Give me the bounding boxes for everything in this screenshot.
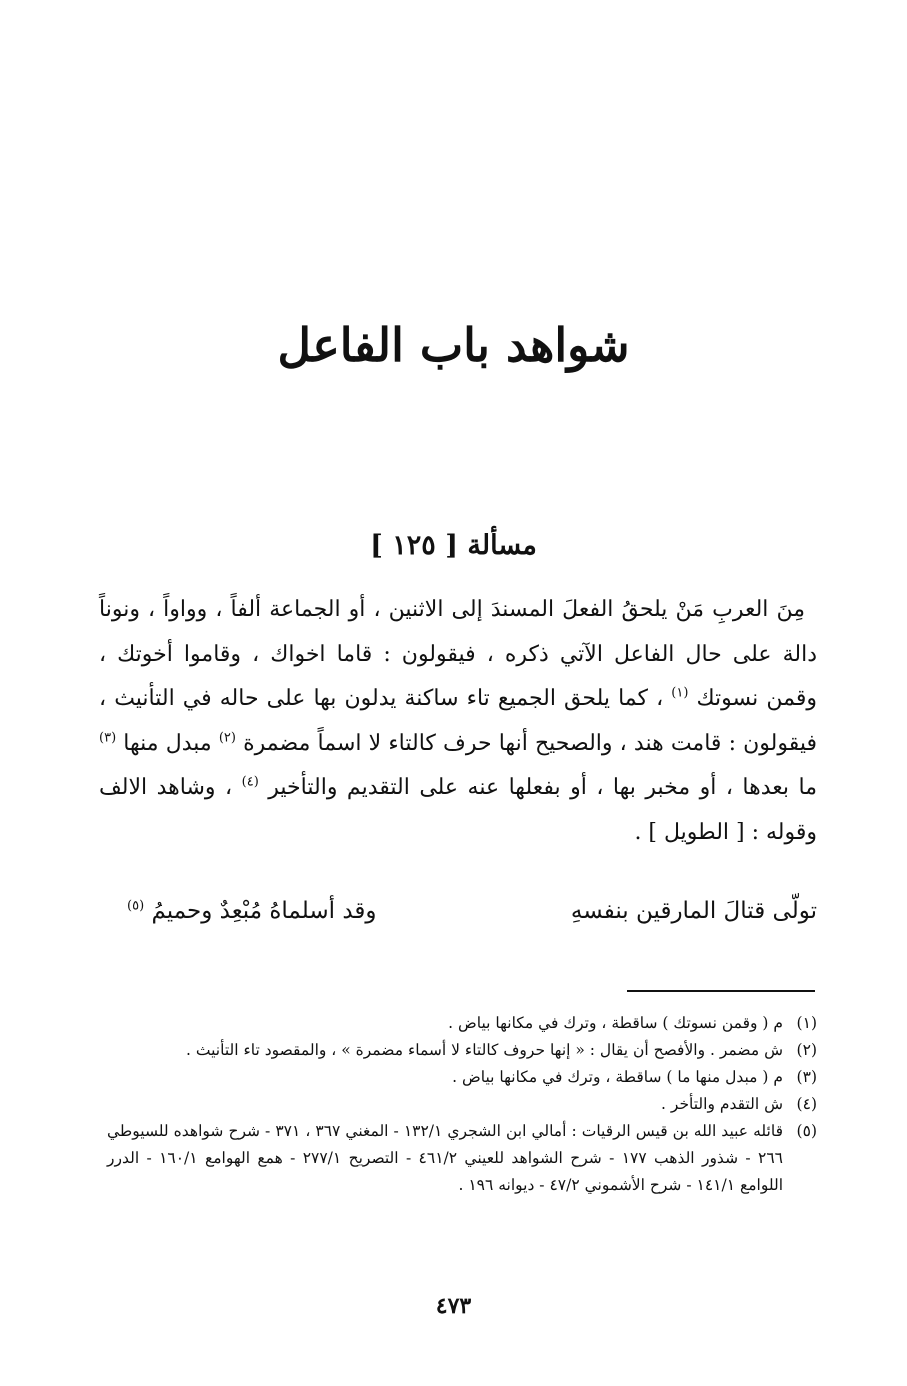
footnote-number: (٢) xyxy=(796,1041,817,1059)
footnote-1 xyxy=(107,1010,817,1037)
paragraph-text-part5: ، وشاهد الالف وقوله : [ الطويل ] . xyxy=(99,775,817,845)
footnote-separator xyxy=(627,990,815,992)
poetry-verse xyxy=(99,898,817,942)
main-paragraph xyxy=(99,588,817,855)
footnote-number: (٣) xyxy=(796,1068,817,1086)
footnote-text: م ( مبدل منها ما ) ساقطة ، وترك في مكانها بياض . xyxy=(452,1068,783,1086)
footnote-2 xyxy=(107,1037,817,1064)
footnote-text: ش مضمر . والأفصح أن يقال : « إنها حروف كالتاء لا أسماء مضمرة » ، والمقصود تاء التأنيث . xyxy=(186,1041,783,1059)
page-number: ٤٧٣ xyxy=(435,1293,472,1319)
footnotes-section xyxy=(107,1010,817,1199)
issue-heading: مسألة [ ١٢٥ ] xyxy=(370,530,537,561)
verse-first-hemistich: تولّى قتالَ المارقين بنفسهِ xyxy=(570,898,817,924)
verse-second-hemistich-text: وقد أسلماهُ مُبْعِدٌ وحميمُ xyxy=(151,898,377,924)
paragraph-text-part2: ، كما يلحق الجميع تاء ساكنة يدلون بها على حاله في التأنيث ، فيقولون : قامت هند ، والصحيح أنها حرف كالتاء لا اسماً مضمرة xyxy=(99,686,818,756)
footnote-text: قائله عبيد الله بن قيس الرقيات : أمالي ابن الشجري ١٣٢/١ - المغني ٣٦٧ ، ٣٧١ - شرح شواهده للسيوطي ٢٦٦ - شذور الذهب ١٧٧ - شرح الشواهد للعيني ٤٦١/٢ - التصريح ٢٧٧/١ - همع الهوامع ١٦٠/١ - الدرر اللوامع ١٤١/١ - شرح الأشموني ٤٧/٢ - ديوانه ١٩٦ . xyxy=(107,1122,783,1194)
footnote-ref-3: (٣) xyxy=(99,730,117,746)
footnote-ref-1: (١) xyxy=(671,685,689,701)
footnote-text: م ( وقمن نسوتك ) ساقطة ، وترك في مكانها بياض . xyxy=(448,1014,783,1032)
paragraph-text-part4: ما بعدها ، أو مخبر بها ، أو بفعلها عنه على التقديم والتأخير xyxy=(268,775,817,800)
footnote-number: (٤) xyxy=(796,1095,817,1113)
footnote-ref-5: (٥) xyxy=(127,898,145,914)
footnote-5 xyxy=(107,1118,817,1199)
verse-second-hemistich xyxy=(127,898,377,924)
footnote-number: (٥) xyxy=(796,1122,817,1140)
footnote-text: ش التقدم والتأخر . xyxy=(661,1095,783,1113)
paragraph-text-part1: مِنَ العربِ مَنْ يلحقُ الفعلَ المسندَ إلى الاثنين ، أو الجماعة ألفاً ، وواواً ، ونوناً دالة على حال الفاعل الآتي ذكره ، فيقولون : قاما اخواك ، وقاموا أخوتك ، وقمن نسوتك xyxy=(99,597,817,711)
footnote-3 xyxy=(107,1064,817,1091)
footnote-ref-2: (٢) xyxy=(218,730,236,746)
chapter-title: شواهد باب الفاعل xyxy=(277,318,630,372)
footnote-4 xyxy=(107,1091,817,1118)
paragraph-text-part3: مبدل منها xyxy=(123,730,212,756)
footnote-ref-4: (٤) xyxy=(241,774,259,790)
footnote-number: (١) xyxy=(796,1014,817,1032)
